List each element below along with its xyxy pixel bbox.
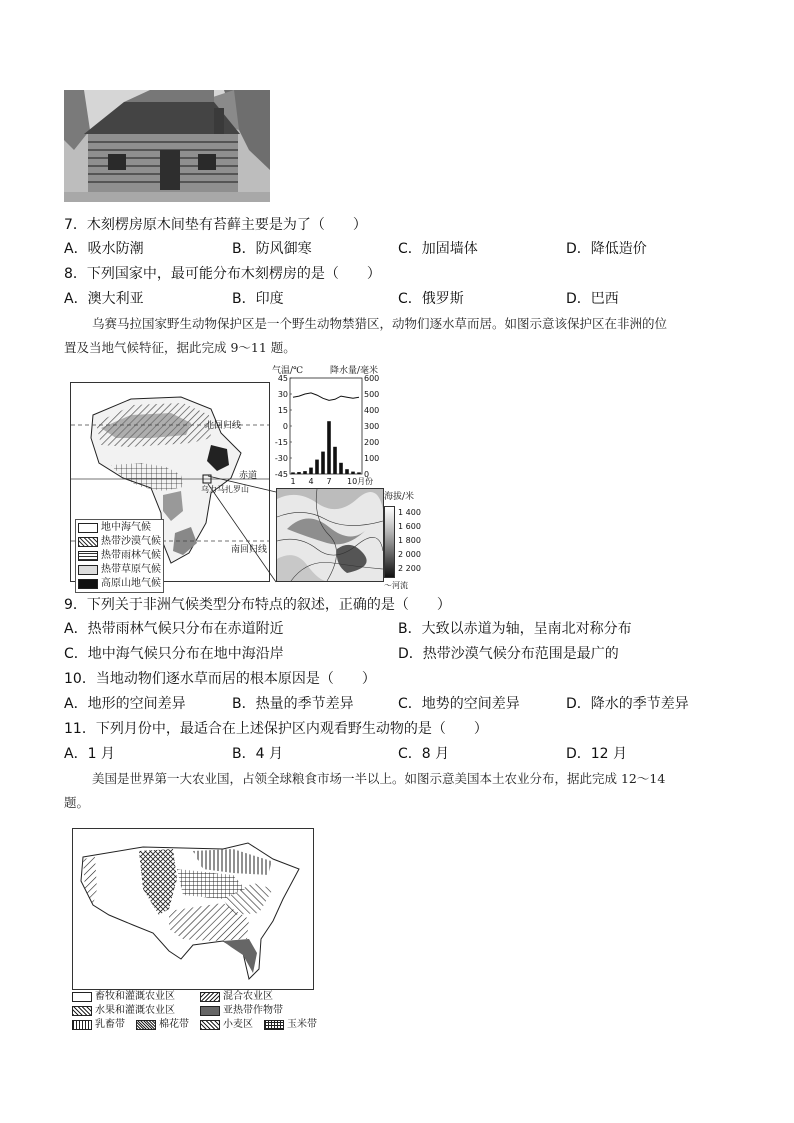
usa-legend-cotton: 棉花带 <box>136 1018 200 1032</box>
q7-option-d[interactable]: D．降低造价 <box>566 241 647 257</box>
legend-item-highland: 高原山地气候 <box>78 577 161 591</box>
precip-bar <box>309 468 313 474</box>
temp-tick-label: -30 <box>274 454 288 463</box>
q7-option-a[interactable]: A．吸水防潮 <box>64 241 144 257</box>
legend-item-rainforest: 热带雨林气候 <box>78 549 161 563</box>
q10-stem: 10．当地动物们逐水草而居的根本原因是（ ） <box>64 671 376 687</box>
precip-tick-label: 300 <box>364 422 380 431</box>
q10-option-b[interactable]: B．热量的季节差异 <box>232 696 354 712</box>
intro-9-11-line1: 乌赛马拉国家野生动物保护区是一个野生动物禁猎区，动物们逐水草而居。如图示意该保护区在非洲的位 <box>92 316 668 331</box>
usa-legend <box>72 990 332 1032</box>
equator-label: 赤道 <box>239 471 258 481</box>
usa-legend-fruit: 水果和灌溉农业区 <box>72 1004 200 1018</box>
precip-bar <box>303 471 307 474</box>
q10-option-a[interactable]: A．地形的空间差异 <box>64 696 186 712</box>
month-tick-label: 7 <box>326 477 332 486</box>
intro-12-14-line2: 题。 <box>64 795 90 810</box>
intro-9-11-line2: 置及当地气候特征，据此完成 9～11 题。 <box>64 340 296 355</box>
q10-option-d[interactable]: D．降水的季节差异 <box>566 696 689 712</box>
temp-tick-label: -45 <box>274 470 288 479</box>
q9-option-b[interactable]: B．大致以赤道为轴，呈南北对称分布 <box>398 621 632 637</box>
q8-stem: 8．下列国家中，最可能分布木刻楞房的是（ ） <box>64 266 381 282</box>
river-legend: 〜河流 <box>384 581 408 590</box>
usa-legend-corn: 玉米带 <box>264 1018 317 1032</box>
q8-option-b[interactable]: B．印度 <box>232 291 284 307</box>
north-tropic-label: 北回归线 <box>205 421 242 431</box>
usa-legend-mixed: 混合农业区 <box>200 990 273 1004</box>
precip-tick-label: 200 <box>364 438 380 447</box>
topo-level-1600: 1 600 <box>398 522 421 531</box>
q11-option-d[interactable]: D．12 月 <box>566 746 628 762</box>
q7-option-c[interactable]: C．加固墙体 <box>398 241 478 257</box>
legend-item-mediterranean: 地中海气候 <box>78 521 161 535</box>
legend-item-desert: 热带沙漠气候 <box>78 535 161 549</box>
q11-stem: 11．下列月份中，最适合在上述保护区内观看野生动物的是（ ） <box>64 721 488 737</box>
usa-agriculture-map <box>72 828 314 990</box>
temperature-line <box>293 393 359 401</box>
climate-chart-svg <box>268 364 386 490</box>
usa-legend-wheat: 小麦区 <box>200 1018 264 1032</box>
reserve-label: 乌力马扎罗山 <box>201 485 249 494</box>
topo-level-2000: 2 000 <box>398 550 421 559</box>
river-icon: 〜 <box>384 581 392 590</box>
precip-bar <box>333 447 337 474</box>
q8-option-d[interactable]: D．巴西 <box>566 291 619 307</box>
precip-bar <box>321 452 325 474</box>
precip-bar <box>297 472 301 474</box>
temp-axis-label: 气温/℃ <box>272 366 304 376</box>
month-tick-label: 4 <box>308 477 314 486</box>
precip-axis-label: 降水量/毫米 <box>330 366 379 376</box>
topo-legend-title: 海拔/米 <box>384 492 415 502</box>
month-tick-label: 1 <box>290 477 296 486</box>
intro-12-14-line1: 美国是世界第一大农业国，占领全球粮食市场一半以上。如图示意美国本土农业分布，据此完成 12～14 <box>92 771 666 786</box>
topo-level-2200: 2 200 <box>398 564 421 573</box>
q8-option-a[interactable]: A．澳大利亚 <box>64 291 144 307</box>
q8-option-c[interactable]: C．俄罗斯 <box>398 291 464 307</box>
precip-tick-label: 600 <box>364 374 380 383</box>
temp-tick-label: 45 <box>277 374 288 383</box>
topo-legend <box>384 490 424 593</box>
precip-bar <box>339 463 343 474</box>
precip-tick-label: 400 <box>364 406 380 415</box>
temp-tick-label: -15 <box>274 438 288 447</box>
temp-tick-label: 15 <box>277 406 288 415</box>
precip-bar <box>351 472 355 474</box>
q11-option-a[interactable]: A．1 月 <box>64 746 115 762</box>
q7-option-b[interactable]: B．防风御寒 <box>232 241 312 257</box>
precip-bar <box>291 472 295 474</box>
precip-tick-label: 0 <box>364 470 370 479</box>
south-tropic-label: 南回归线 <box>231 545 268 555</box>
q9-option-d[interactable]: D．热带沙漠气候分布范围是最广的 <box>398 646 619 662</box>
usa-legend-subtropical: 亚热带作物带 <box>200 1004 283 1018</box>
q7-stem: 7．木刻楞房原木间垫有苔藓主要是为了（ ） <box>64 217 367 233</box>
precip-tick-label: 500 <box>364 390 380 399</box>
temp-tick-label: 0 <box>282 422 288 431</box>
q9-option-a[interactable]: A．热带雨林气候只分布在赤道附近 <box>64 621 284 637</box>
precip-bar <box>357 472 361 474</box>
precip-bar <box>345 469 349 474</box>
africa-legend <box>75 519 164 593</box>
precip-bar <box>327 421 331 474</box>
topo-level-1400: 1 400 <box>398 508 421 517</box>
q9-option-c[interactable]: C．地中海气候只分布在地中海沿岸 <box>64 646 284 662</box>
climate-chart <box>268 364 386 490</box>
q10-option-c[interactable]: C．地势的空间差异 <box>398 696 520 712</box>
reserve-topo-map <box>276 488 384 582</box>
month-tick-label: 10月份 <box>347 477 374 486</box>
q11-option-c[interactable]: C．8 月 <box>398 746 450 762</box>
usa-legend-grazing: 畜牧和灌溉农业区 <box>72 990 200 1004</box>
precip-bar <box>315 460 319 474</box>
q9-stem: 9．下列关于非洲气候类型分布特点的叙述，正确的是（ ） <box>64 597 451 613</box>
temp-tick-label: 30 <box>277 390 288 399</box>
usa-legend-dairy: 乳畜带 <box>72 1018 136 1032</box>
q11-option-b[interactable]: B．4 月 <box>232 746 283 762</box>
topo-color-bar <box>384 506 395 578</box>
topo-level-1800: 1 800 <box>398 536 421 545</box>
precip-tick-label: 100 <box>364 454 380 463</box>
log-cabin-photo <box>64 90 270 202</box>
legend-item-savanna: 热带草原气候 <box>78 563 161 577</box>
